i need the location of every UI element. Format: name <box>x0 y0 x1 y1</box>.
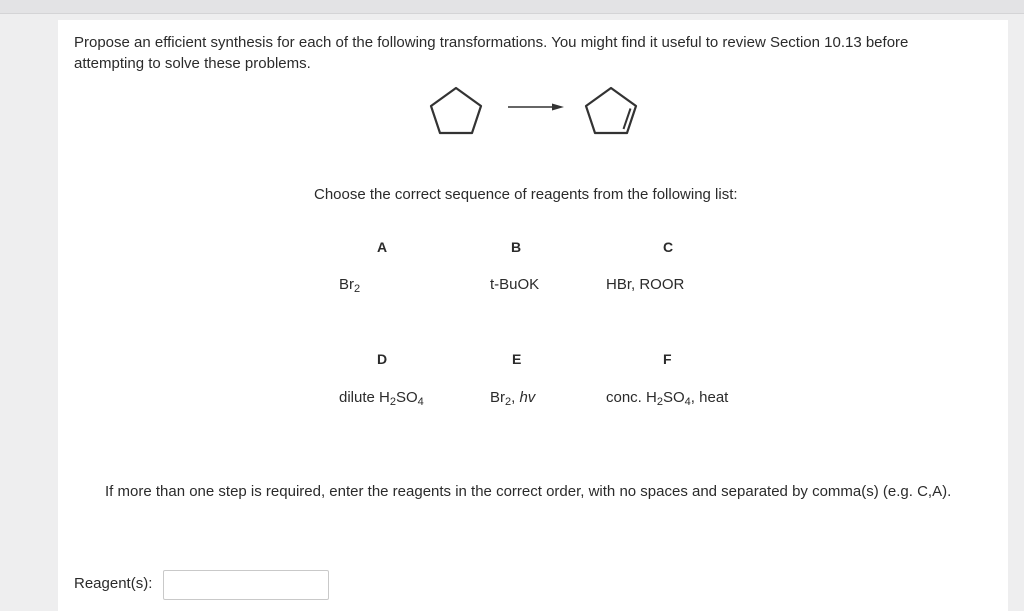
cyclopentane-icon <box>431 88 481 133</box>
reaction-scheme <box>428 85 648 165</box>
reagent-b: t-BuOK <box>490 276 540 293</box>
reagents-input[interactable] <box>163 570 329 600</box>
instruction-text: Choose the correct sequence of reagents from the following list: <box>314 186 738 203</box>
reagents-label: Reagent(s): <box>74 575 153 592</box>
question-card <box>58 20 1008 611</box>
reagent-letter-a: A <box>377 239 388 255</box>
reagent-letter-b: B <box>511 239 522 255</box>
reagent-letter-c: C <box>663 239 674 255</box>
reagent-f: conc. $H_2SO_4$, heat <box>606 389 729 408</box>
cyclopentene-icon <box>586 88 636 133</box>
question-text: Propose an efficient synthesis for each of the following transformations. You might find it useful to review Section 10.13 before attempting to solve these problems. <box>74 34 909 72</box>
top-bar <box>0 0 1024 14</box>
reagent-a: $Br_2$ <box>339 276 361 295</box>
reagent-e: $Br_2$, hv <box>490 389 536 408</box>
reagent-c: HBr, ROOR <box>606 276 685 293</box>
reagent-letter-d: D <box>377 351 388 367</box>
reagent-letter-f: F <box>663 351 672 367</box>
reagent-d: dilute $H_2SO_4$ <box>339 389 424 408</box>
reaction-arrow-icon <box>508 104 564 111</box>
reagent-letter-e: E <box>512 351 522 367</box>
answer-format-note: If more than one step is required, enter the reagents in the correct order, with no spaces and separated by comma(s) (e.g. C,A). <box>105 483 952 500</box>
